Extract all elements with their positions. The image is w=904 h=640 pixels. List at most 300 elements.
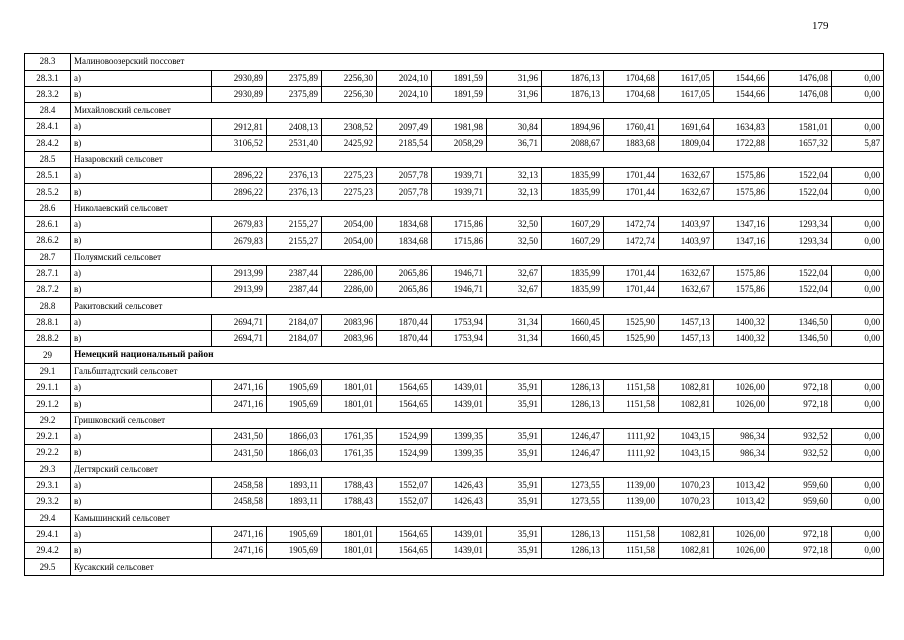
value-cell: 1617,05 <box>659 70 714 86</box>
row-code: 28.7.1 <box>25 266 71 282</box>
value-cell: 2694,71 <box>212 331 267 347</box>
value-cell: 1347,16 <box>714 233 769 249</box>
value-cell: 0,00 <box>832 396 884 412</box>
value-cell: 972,18 <box>769 543 832 559</box>
value-cell: 2256,30 <box>322 70 377 86</box>
value-cell: 1070,23 <box>659 494 714 510</box>
value-cell: 1457,13 <box>659 314 714 330</box>
value-cell: 1835,99 <box>542 282 604 298</box>
value-cell: 0,00 <box>832 119 884 135</box>
value-cell: 1760,41 <box>604 119 659 135</box>
value-cell: 2896,22 <box>212 168 267 184</box>
section-name: Малиновоозерский поссовет <box>71 54 884 71</box>
row-label: в) <box>71 331 212 347</box>
value-cell: 1286,13 <box>542 526 604 542</box>
value-cell: 30,84 <box>487 119 542 135</box>
value-cell: 35,91 <box>487 429 542 445</box>
value-cell: 2375,89 <box>267 86 322 102</box>
value-cell: 2088,67 <box>542 135 604 151</box>
table-row <box>25 380 884 396</box>
value-cell: 1834,68 <box>377 233 432 249</box>
value-cell: 32,67 <box>487 266 542 282</box>
table-row <box>25 86 884 102</box>
value-cell: 1286,13 <box>542 396 604 412</box>
value-cell: 2387,44 <box>267 282 322 298</box>
value-cell: 1043,15 <box>659 445 714 461</box>
value-cell: 1522,04 <box>769 168 832 184</box>
section-row <box>25 510 884 527</box>
table-row <box>25 478 884 494</box>
value-cell: 1634,83 <box>714 119 769 135</box>
section-row <box>25 298 884 315</box>
value-cell: 1632,67 <box>659 184 714 200</box>
value-cell: 2054,00 <box>322 217 377 233</box>
value-cell: 1399,35 <box>432 429 487 445</box>
value-cell: 2912,81 <box>212 119 267 135</box>
value-cell: 1026,00 <box>714 526 769 542</box>
value-cell: 2408,13 <box>267 119 322 135</box>
section-name: Николаевский сельсовет <box>71 200 884 217</box>
table-row <box>25 135 884 151</box>
value-cell: 2458,58 <box>212 478 267 494</box>
value-cell: 1111,92 <box>604 429 659 445</box>
value-cell: 1139,00 <box>604 478 659 494</box>
value-cell: 1564,65 <box>377 380 432 396</box>
value-cell: 2308,52 <box>322 119 377 135</box>
value-cell: 36,71 <box>487 135 542 151</box>
value-cell: 2083,96 <box>322 314 377 330</box>
value-cell: 1575,86 <box>714 282 769 298</box>
value-cell: 32,50 <box>487 217 542 233</box>
value-cell: 1564,65 <box>377 396 432 412</box>
row-label: а) <box>71 266 212 282</box>
value-cell: 1632,67 <box>659 266 714 282</box>
value-cell: 1715,86 <box>432 217 487 233</box>
value-cell: 1346,50 <box>769 331 832 347</box>
value-cell: 32,67 <box>487 282 542 298</box>
row-label: а) <box>71 526 212 542</box>
value-cell: 1426,43 <box>432 478 487 494</box>
value-cell: 1722,88 <box>714 135 769 151</box>
value-cell: 2913,99 <box>212 266 267 282</box>
value-cell: 1399,35 <box>432 445 487 461</box>
value-cell: 1575,86 <box>714 168 769 184</box>
value-cell: 1246,47 <box>542 445 604 461</box>
value-cell: 1981,98 <box>432 119 487 135</box>
row-code: 28.6.1 <box>25 217 71 233</box>
section-row <box>25 461 884 478</box>
value-cell: 1013,42 <box>714 478 769 494</box>
row-label: а) <box>71 119 212 135</box>
value-cell: 1082,81 <box>659 543 714 559</box>
value-cell: 2425,92 <box>322 135 377 151</box>
value-cell: 1835,99 <box>542 168 604 184</box>
value-cell: 2387,44 <box>267 266 322 282</box>
value-cell: 0,00 <box>832 526 884 542</box>
value-cell: 0,00 <box>832 168 884 184</box>
row-code: 28.3.1 <box>25 70 71 86</box>
value-cell: 2458,58 <box>212 494 267 510</box>
section-name: Немецкий национальный район <box>71 347 884 364</box>
row-code: 28.4 <box>25 102 71 119</box>
value-cell: 1286,13 <box>542 380 604 396</box>
table-row <box>25 314 884 330</box>
value-cell: 1891,59 <box>432 70 487 86</box>
value-cell: 2431,50 <box>212 429 267 445</box>
value-cell: 1013,42 <box>714 494 769 510</box>
value-cell: 1111,92 <box>604 445 659 461</box>
tariff-table <box>24 53 884 576</box>
value-cell: 0,00 <box>832 429 884 445</box>
section-name: Дегтярский сельсовет <box>71 461 884 478</box>
value-cell: 2471,16 <box>212 526 267 542</box>
row-label: в) <box>71 445 212 461</box>
table-body <box>25 54 884 576</box>
value-cell: 1607,29 <box>542 217 604 233</box>
value-cell: 0,00 <box>832 314 884 330</box>
value-cell: 2057,78 <box>377 168 432 184</box>
value-cell: 1753,94 <box>432 314 487 330</box>
section-row <box>25 559 884 576</box>
row-code: 29.4.2 <box>25 543 71 559</box>
value-cell: 0,00 <box>832 70 884 86</box>
row-code: 28.4.2 <box>25 135 71 151</box>
row-label: в) <box>71 135 212 151</box>
value-cell: 0,00 <box>832 331 884 347</box>
value-cell: 1522,04 <box>769 282 832 298</box>
value-cell: 1457,13 <box>659 331 714 347</box>
value-cell: 1346,50 <box>769 314 832 330</box>
value-cell: 0,00 <box>832 380 884 396</box>
value-cell: 35,91 <box>487 494 542 510</box>
row-code: 28.5.1 <box>25 168 71 184</box>
value-cell: 2155,27 <box>267 217 322 233</box>
value-cell: 1939,71 <box>432 184 487 200</box>
table-row <box>25 119 884 135</box>
row-label: в) <box>71 396 212 412</box>
value-cell: 1801,01 <box>322 543 377 559</box>
value-cell: 2065,86 <box>377 266 432 282</box>
value-cell: 1905,69 <box>267 396 322 412</box>
value-cell: 1891,59 <box>432 86 487 102</box>
value-cell: 1139,00 <box>604 494 659 510</box>
value-cell: 1426,43 <box>432 494 487 510</box>
value-cell: 1070,23 <box>659 478 714 494</box>
row-code: 29.3 <box>25 461 71 478</box>
row-label: в) <box>71 282 212 298</box>
value-cell: 1439,01 <box>432 396 487 412</box>
value-cell: 1834,68 <box>377 217 432 233</box>
value-cell: 32,13 <box>487 184 542 200</box>
value-cell: 1946,71 <box>432 282 487 298</box>
value-cell: 1564,65 <box>377 543 432 559</box>
row-code: 29 <box>25 347 71 364</box>
value-cell: 1704,68 <box>604 70 659 86</box>
value-cell: 2184,07 <box>267 331 322 347</box>
section-row <box>25 54 884 71</box>
value-cell: 1476,08 <box>769 86 832 102</box>
row-code: 28.8.2 <box>25 331 71 347</box>
value-cell: 1788,43 <box>322 478 377 494</box>
value-cell: 32,50 <box>487 233 542 249</box>
value-cell: 35,91 <box>487 478 542 494</box>
value-cell: 1293,34 <box>769 217 832 233</box>
table-row <box>25 282 884 298</box>
value-cell: 1715,86 <box>432 233 487 249</box>
table-row <box>25 233 884 249</box>
value-cell: 1439,01 <box>432 380 487 396</box>
value-cell: 1701,44 <box>604 282 659 298</box>
value-cell: 932,52 <box>769 445 832 461</box>
page-number: 179 <box>812 20 829 32</box>
value-cell: 1246,47 <box>542 429 604 445</box>
value-cell: 1403,97 <box>659 233 714 249</box>
value-cell: 0,00 <box>832 445 884 461</box>
value-cell: 1151,58 <box>604 526 659 542</box>
value-cell: 1894,96 <box>542 119 604 135</box>
row-code: 28.8 <box>25 298 71 315</box>
value-cell: 35,91 <box>487 445 542 461</box>
table-row <box>25 445 884 461</box>
value-cell: 1581,01 <box>769 119 832 135</box>
value-cell: 2679,83 <box>212 217 267 233</box>
value-cell: 1082,81 <box>659 396 714 412</box>
value-cell: 1905,69 <box>267 543 322 559</box>
value-cell: 1835,99 <box>542 266 604 282</box>
table-row <box>25 217 884 233</box>
value-cell: 1293,34 <box>769 233 832 249</box>
value-cell: 2256,30 <box>322 86 377 102</box>
table-row <box>25 184 884 200</box>
row-code: 29.5 <box>25 559 71 576</box>
value-cell: 0,00 <box>832 184 884 200</box>
value-cell: 1801,01 <box>322 380 377 396</box>
row-code: 28.3.2 <box>25 86 71 102</box>
value-cell: 2083,96 <box>322 331 377 347</box>
value-cell: 1439,01 <box>432 526 487 542</box>
value-cell: 0,00 <box>832 86 884 102</box>
value-cell: 2694,71 <box>212 314 267 330</box>
value-cell: 2913,99 <box>212 282 267 298</box>
value-cell: 35,91 <box>487 380 542 396</box>
value-cell: 1632,67 <box>659 168 714 184</box>
row-code: 28.5.2 <box>25 184 71 200</box>
value-cell: 1801,01 <box>322 396 377 412</box>
value-cell: 1753,94 <box>432 331 487 347</box>
row-code: 28.4.1 <box>25 119 71 135</box>
table-row <box>25 331 884 347</box>
row-code: 29.2.2 <box>25 445 71 461</box>
section-name: Кусакский сельсовет <box>71 559 884 576</box>
value-cell: 2057,78 <box>377 184 432 200</box>
value-cell: 2376,13 <box>267 184 322 200</box>
row-code: 29.1 <box>25 363 71 380</box>
section-name: Гришковский сельсовет <box>71 412 884 429</box>
value-cell: 35,91 <box>487 543 542 559</box>
value-cell: 1701,44 <box>604 184 659 200</box>
value-cell: 1691,64 <box>659 119 714 135</box>
value-cell: 2155,27 <box>267 233 322 249</box>
value-cell: 2930,89 <box>212 70 267 86</box>
value-cell: 35,91 <box>487 396 542 412</box>
value-cell: 1525,90 <box>604 331 659 347</box>
value-cell: 1151,58 <box>604 543 659 559</box>
row-code: 28.5 <box>25 151 71 168</box>
section-row <box>25 347 884 364</box>
value-cell: 1151,58 <box>604 396 659 412</box>
value-cell: 1524,99 <box>377 445 432 461</box>
value-cell: 2275,23 <box>322 168 377 184</box>
row-label: в) <box>71 86 212 102</box>
value-cell: 2930,89 <box>212 86 267 102</box>
table-row <box>25 429 884 445</box>
value-cell: 1472,74 <box>604 233 659 249</box>
row-label: в) <box>71 543 212 559</box>
value-cell: 3106,52 <box>212 135 267 151</box>
value-cell: 1026,00 <box>714 543 769 559</box>
row-code: 29.4 <box>25 510 71 527</box>
row-code: 29.3.2 <box>25 494 71 510</box>
row-code: 28.3 <box>25 54 71 71</box>
value-cell: 1893,11 <box>267 494 322 510</box>
value-cell: 2024,10 <box>377 86 432 102</box>
table-row <box>25 266 884 282</box>
value-cell: 1439,01 <box>432 543 487 559</box>
value-cell: 2431,50 <box>212 445 267 461</box>
value-cell: 1866,03 <box>267 445 322 461</box>
table-row <box>25 494 884 510</box>
value-cell: 959,60 <box>769 478 832 494</box>
section-row <box>25 102 884 119</box>
value-cell: 2286,00 <box>322 282 377 298</box>
value-cell: 1472,74 <box>604 217 659 233</box>
value-cell: 1476,08 <box>769 70 832 86</box>
section-row <box>25 412 884 429</box>
section-name: Михайловский сельсовет <box>71 102 884 119</box>
value-cell: 2184,07 <box>267 314 322 330</box>
value-cell: 1905,69 <box>267 526 322 542</box>
value-cell: 1905,69 <box>267 380 322 396</box>
value-cell: 31,96 <box>487 70 542 86</box>
value-cell: 1286,13 <box>542 543 604 559</box>
value-cell: 1883,68 <box>604 135 659 151</box>
row-label: в) <box>71 233 212 249</box>
value-cell: 0,00 <box>832 543 884 559</box>
value-cell: 1525,90 <box>604 314 659 330</box>
value-cell: 972,18 <box>769 396 832 412</box>
row-code: 29.3.1 <box>25 478 71 494</box>
value-cell: 1939,71 <box>432 168 487 184</box>
value-cell: 1403,97 <box>659 217 714 233</box>
value-cell: 0,00 <box>832 478 884 494</box>
value-cell: 5,87 <box>832 135 884 151</box>
value-cell: 1788,43 <box>322 494 377 510</box>
value-cell: 32,13 <box>487 168 542 184</box>
section-name: Камышинский сельсовет <box>71 510 884 527</box>
value-cell: 1400,32 <box>714 314 769 330</box>
value-cell: 1026,00 <box>714 380 769 396</box>
value-cell: 31,96 <box>487 86 542 102</box>
value-cell: 0,00 <box>832 282 884 298</box>
value-cell: 1701,44 <box>604 266 659 282</box>
value-cell: 1893,11 <box>267 478 322 494</box>
value-cell: 2286,00 <box>322 266 377 282</box>
value-cell: 2896,22 <box>212 184 267 200</box>
value-cell: 1876,13 <box>542 70 604 86</box>
value-cell: 1575,86 <box>714 266 769 282</box>
value-cell: 2471,16 <box>212 380 267 396</box>
value-cell: 1809,04 <box>659 135 714 151</box>
value-cell: 2097,49 <box>377 119 432 135</box>
row-code: 29.4.1 <box>25 526 71 542</box>
value-cell: 0,00 <box>832 494 884 510</box>
section-name: Полуямский сельсовет <box>71 249 884 266</box>
value-cell: 1524,99 <box>377 429 432 445</box>
value-cell: 0,00 <box>832 266 884 282</box>
value-cell: 1701,44 <box>604 168 659 184</box>
row-label: в) <box>71 184 212 200</box>
row-label: а) <box>71 168 212 184</box>
value-cell: 1876,13 <box>542 86 604 102</box>
value-cell: 1801,01 <box>322 526 377 542</box>
value-cell: 2185,54 <box>377 135 432 151</box>
row-label: а) <box>71 380 212 396</box>
value-cell: 1273,55 <box>542 478 604 494</box>
value-cell: 2471,16 <box>212 543 267 559</box>
value-cell: 1866,03 <box>267 429 322 445</box>
value-cell: 1400,32 <box>714 331 769 347</box>
value-cell: 972,18 <box>769 380 832 396</box>
table-row <box>25 70 884 86</box>
section-row <box>25 200 884 217</box>
value-cell: 959,60 <box>769 494 832 510</box>
value-cell: 2375,89 <box>267 70 322 86</box>
row-label: а) <box>71 478 212 494</box>
value-cell: 2058,29 <box>432 135 487 151</box>
value-cell: 986,34 <box>714 445 769 461</box>
value-cell: 986,34 <box>714 429 769 445</box>
value-cell: 31,34 <box>487 314 542 330</box>
value-cell: 1564,65 <box>377 526 432 542</box>
value-cell: 1704,68 <box>604 86 659 102</box>
value-cell: 2275,23 <box>322 184 377 200</box>
value-cell: 932,52 <box>769 429 832 445</box>
value-cell: 1870,44 <box>377 331 432 347</box>
row-code: 29.1.1 <box>25 380 71 396</box>
value-cell: 1544,66 <box>714 70 769 86</box>
table-row <box>25 526 884 542</box>
value-cell: 1870,44 <box>377 314 432 330</box>
value-cell: 1347,16 <box>714 217 769 233</box>
row-code: 28.7.2 <box>25 282 71 298</box>
row-code: 28.8.1 <box>25 314 71 330</box>
row-label: в) <box>71 494 212 510</box>
value-cell: 1552,07 <box>377 478 432 494</box>
table-row <box>25 543 884 559</box>
row-code: 29.2.1 <box>25 429 71 445</box>
value-cell: 2054,00 <box>322 233 377 249</box>
row-code: 28.6 <box>25 200 71 217</box>
value-cell: 0,00 <box>832 233 884 249</box>
section-name: Ракитовский сельсовет <box>71 298 884 315</box>
value-cell: 1026,00 <box>714 396 769 412</box>
row-code: 28.7 <box>25 249 71 266</box>
value-cell: 1522,04 <box>769 184 832 200</box>
value-cell: 1544,66 <box>714 86 769 102</box>
value-cell: 1522,04 <box>769 266 832 282</box>
value-cell: 1151,58 <box>604 380 659 396</box>
section-row <box>25 249 884 266</box>
